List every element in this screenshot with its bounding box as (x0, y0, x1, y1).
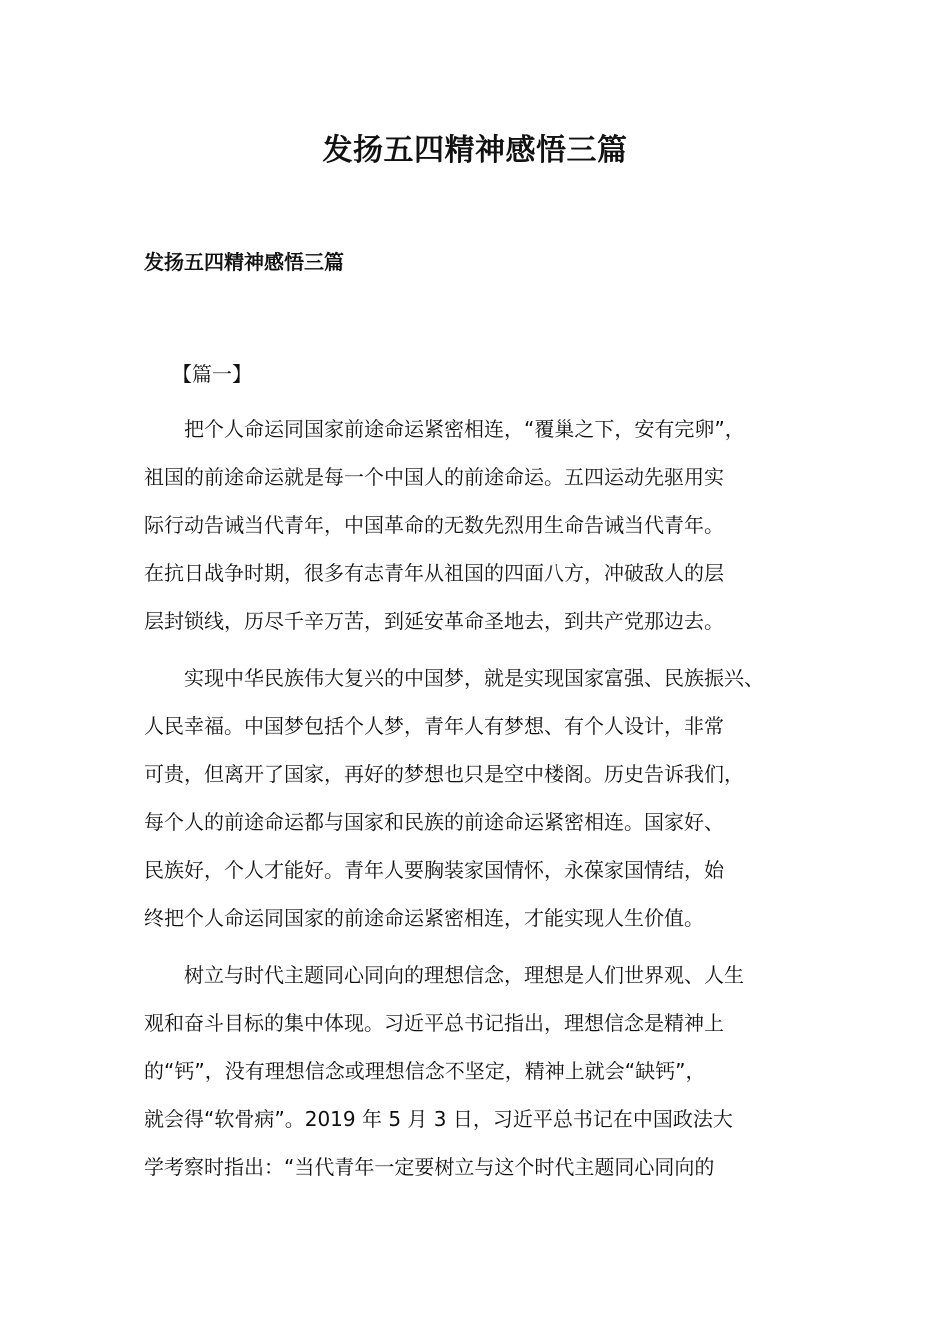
text-line: 可贵，但离开了国家，再好的梦想也只是空中楼阁。历史告诉我们， (144, 762, 744, 786)
text-line: 在抗日战争时期，很多有志青年从祖国的四面八方，冲破敌人的层 (144, 561, 724, 585)
text-line: 人民幸福。中国梦包括个人梦，青年人有梦想、有个人设计，非常 (144, 714, 724, 738)
text-line: 际行动告诫当代青年，中国革命的无数先烈用生命告诫当代青年。 (144, 513, 724, 537)
paragraph-gap (144, 942, 816, 951)
text-line: 学考察时指出：“当代青年一定要树立与这个时代主题同心同向的 (144, 1155, 715, 1179)
paragraph-2 (144, 654, 816, 942)
text-line: 的“钙”，没有理想信念或理想信念不坚定，精神上就会“缺钙”， (144, 1059, 706, 1083)
document-subtitle: 发扬五四精神感悟三篇 (144, 250, 344, 274)
body-text (144, 405, 816, 1191)
text-line: 每个人的前途命运都与国家和民族的前途命运紧密相连。国家好、 (144, 810, 724, 834)
text-line: 就会得“软骨病”。2019 年 5 月 3 日，习近平总书记在中国政法大 (144, 1107, 733, 1131)
paragraph-gap (144, 645, 816, 654)
text-line: 实现中华民族伟大复兴的中国梦，就是实现国家富强、民族振兴、 (144, 666, 764, 690)
text-line: 把个人命运同国家前途命运紧密相连，“覆巢之下，安有完卵”， (144, 417, 745, 441)
section-label: 【篇一】 (172, 362, 252, 386)
text-line: 祖国的前途命运就是每一个中国人的前途命运。五四运动先驱用实 (144, 465, 724, 489)
paragraph-1 (144, 405, 816, 645)
text-line: 终把个人命运同国家的前途命运紧密相连，才能实现人生价值。 (144, 906, 704, 930)
text-line: 民族好，个人才能好。青年人要胸装家国情怀，永葆家国情结，始 (144, 858, 724, 882)
paragraph-3 (144, 951, 816, 1191)
text-line: 树立与时代主题同心同向的理想信念，理想是人们世界观、人生 (144, 963, 744, 987)
text-line: 层封锁线，历尽千辛万苦，到延安革命圣地去，到共产党那边去。 (144, 609, 724, 633)
text-line: 观和奋斗目标的集中体现。习近平总书记指出，理想信念是精神上 (144, 1011, 724, 1035)
page-title: 发扬五四精神感悟三篇 (322, 133, 628, 168)
